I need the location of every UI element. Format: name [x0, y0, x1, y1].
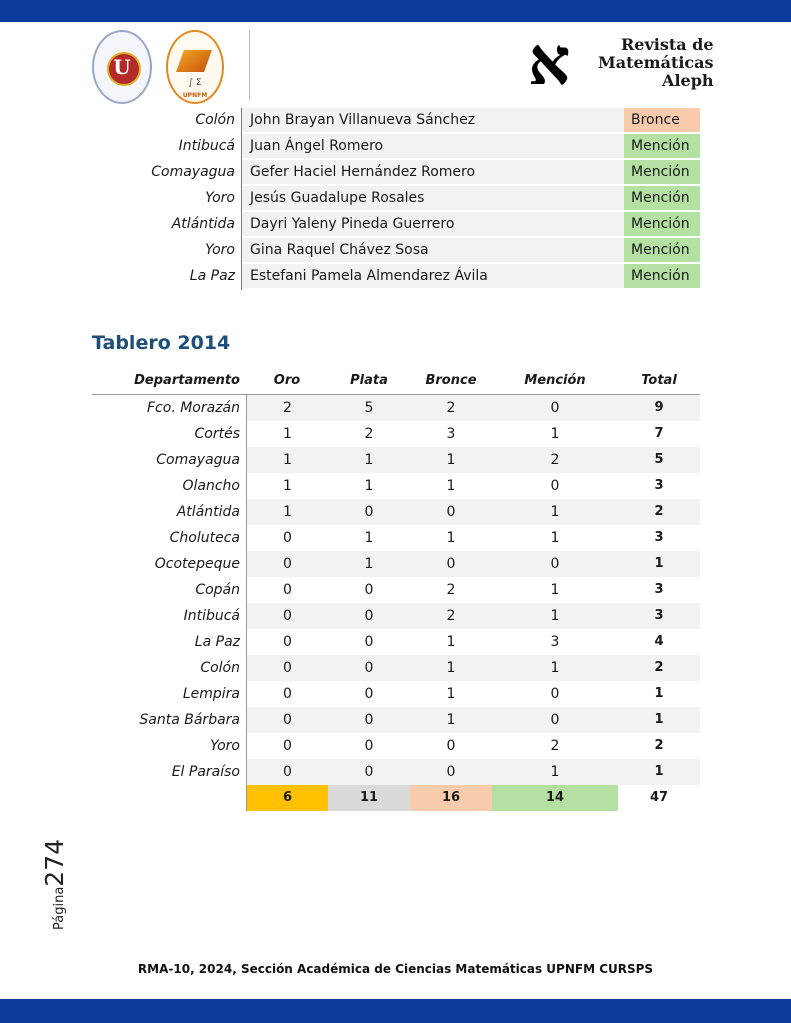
mencion-cell: 1	[492, 759, 618, 785]
medal-table	[92, 366, 700, 811]
mencion-cell: 0	[492, 707, 618, 733]
total-cell: 2	[654, 738, 664, 753]
plata-cell: 0	[328, 655, 410, 681]
awards-list	[92, 108, 700, 290]
plata-cell: 0	[364, 582, 374, 598]
award-badge: Mención	[624, 160, 700, 186]
department-cell: Comayagua	[156, 452, 240, 468]
department-cell: Intibucá	[183, 608, 240, 624]
plata-cell: 0	[328, 759, 410, 785]
award-badge: Mención	[624, 264, 700, 290]
plata-cell: 1	[328, 551, 410, 577]
oro-cell: 0	[246, 707, 328, 733]
department-name: Comayagua	[92, 160, 242, 186]
bronce-cell: 1	[446, 686, 456, 702]
plata-cell: 1	[364, 478, 374, 494]
plata-cell: 1	[364, 530, 374, 546]
award-badge: Mención	[624, 238, 700, 264]
department-name: La Paz	[92, 264, 242, 290]
plata-cell: 0	[364, 738, 374, 754]
total-cell: 7	[654, 426, 664, 441]
department-cell: Yoro	[210, 738, 240, 754]
department-name: Atlántida	[92, 212, 242, 238]
total-cell: 3	[654, 582, 664, 597]
bronce-cell: 1	[410, 447, 492, 473]
total-total-cell: 47	[618, 785, 700, 811]
plata-cell: 5	[328, 395, 410, 421]
department-name: Colón	[92, 108, 242, 134]
table-row	[92, 499, 700, 525]
bronce-cell: 2	[410, 603, 492, 629]
oro-cell: 0	[246, 681, 328, 707]
header-total: Total	[641, 372, 677, 388]
table-row	[92, 733, 700, 759]
department-cell: Olancho	[182, 478, 240, 494]
student-name: Juan Ángel Romero	[242, 134, 624, 160]
oro-cell: 0	[246, 759, 328, 785]
oro-cell: 0	[246, 551, 328, 577]
bronce-cell: 0	[410, 551, 492, 577]
department-cell: Choluteca	[169, 530, 240, 546]
student-name: Gina Raquel Chávez Sosa	[242, 238, 624, 264]
page-number: Página274	[40, 838, 69, 930]
mencion-cell: 1	[550, 530, 560, 546]
table-row	[92, 759, 700, 785]
mencion-cell: 2	[492, 447, 618, 473]
total-cell: 9	[618, 395, 700, 421]
plata-cell: 0	[328, 707, 410, 733]
table-row	[92, 655, 700, 681]
table-row	[92, 421, 700, 447]
aleph-logo: א	[528, 22, 571, 100]
oro-cell: 2	[246, 395, 328, 421]
total-cell: 3	[654, 530, 664, 545]
department-cell: Atlántida	[176, 504, 240, 520]
total-mencion-cell: 14	[492, 785, 618, 811]
total-bronce-cell: 16	[410, 785, 492, 811]
department-cell: Fco. Morazán	[147, 400, 240, 416]
header-plata: Plata	[350, 372, 388, 388]
bronce-cell: 3	[446, 426, 456, 442]
university-seal-logo: U	[92, 30, 152, 104]
oro-cell: 0	[246, 603, 328, 629]
department-cell: Lempira	[182, 686, 240, 702]
list-item	[92, 212, 700, 238]
mencion-cell: 1	[492, 603, 618, 629]
oro-cell: 0	[246, 655, 328, 681]
student-name: Dayri Yaleny Pineda Guerrero	[242, 212, 624, 238]
plata-cell: 0	[328, 603, 410, 629]
oro-cell: 0	[246, 733, 328, 759]
bronce-cell: 0	[410, 499, 492, 525]
header-divider	[249, 30, 250, 100]
table-row	[92, 447, 700, 473]
table-header-row	[92, 366, 700, 395]
upnfm-seal-logo: ∫ Σ UPNFM	[166, 30, 224, 104]
total-cell: 1	[654, 686, 664, 701]
totals-row	[92, 785, 700, 811]
table-row	[92, 603, 700, 629]
top-band	[0, 0, 791, 22]
department-name: Intibucá	[92, 134, 242, 160]
plata-cell: 0	[328, 499, 410, 525]
mencion-cell: 2	[550, 738, 560, 754]
total-oro-cell: 6	[246, 785, 328, 811]
table-row	[92, 707, 700, 733]
mencion-cell: 1	[492, 655, 618, 681]
bronce-cell: 2	[446, 582, 456, 598]
student-name: John Brayan Villanueva Sánchez	[242, 108, 624, 134]
bottom-band	[0, 999, 791, 1023]
bronce-cell: 0	[410, 759, 492, 785]
department-cell: Cortés	[194, 426, 240, 442]
list-item	[92, 108, 700, 134]
total-cell: 2	[618, 499, 700, 525]
student-name: Estefani Pamela Almendarez Ávila	[242, 264, 624, 290]
award-badge: Mención	[624, 186, 700, 212]
bronce-cell: 1	[410, 655, 492, 681]
department-cell: Colón	[200, 660, 240, 676]
department-cell: La Paz	[194, 634, 240, 650]
total-plata-cell: 11	[328, 785, 410, 811]
header-departamento: Departamento	[134, 372, 240, 388]
mencion-cell: 0	[492, 395, 618, 421]
mencion-cell: 3	[550, 634, 560, 650]
plata-cell: 1	[328, 447, 410, 473]
table-row	[92, 395, 700, 421]
bronce-cell: 2	[410, 395, 492, 421]
mencion-cell: 0	[492, 551, 618, 577]
total-cell: 4	[654, 634, 664, 649]
oro-cell: 1	[246, 473, 328, 499]
total-cell: 3	[618, 603, 700, 629]
oro-cell: 1	[246, 447, 328, 473]
bronce-cell: 1	[446, 478, 456, 494]
mencion-cell: 1	[550, 426, 560, 442]
header-bronce: Bronce	[425, 372, 477, 388]
student-name: Jesús Guadalupe Rosales	[242, 186, 624, 212]
list-item	[92, 160, 700, 186]
list-item	[92, 186, 700, 212]
total-cell: 3	[654, 478, 664, 493]
mencion-cell: 1	[550, 582, 560, 598]
section-title: Tablero 2014	[92, 332, 231, 354]
table-row	[92, 525, 700, 551]
table-row	[92, 681, 700, 707]
total-cell: 1	[618, 551, 700, 577]
mencion-cell: 0	[550, 478, 560, 494]
student-name: Gefer Haciel Hernández Romero	[242, 160, 624, 186]
department-cell: Copán	[195, 582, 240, 598]
bronce-cell: 1	[410, 707, 492, 733]
list-item	[92, 134, 700, 160]
table-row	[92, 629, 700, 655]
department-cell: El Paraíso	[171, 764, 240, 780]
header-mencion: Mención	[524, 372, 586, 388]
oro-cell: 0	[246, 629, 328, 655]
oro-cell: 1	[246, 421, 328, 447]
department-cell: Santa Bárbara	[139, 712, 240, 728]
mencion-cell: 0	[550, 686, 560, 702]
oro-cell: 0	[246, 525, 328, 551]
department-name: Yoro	[92, 238, 242, 264]
bronce-cell: 1	[446, 634, 456, 650]
mencion-cell: 1	[492, 499, 618, 525]
award-badge: Bronce	[624, 108, 700, 134]
oro-cell: 1	[246, 499, 328, 525]
plata-cell: 2	[364, 426, 374, 442]
list-item	[92, 264, 700, 290]
bronce-cell: 1	[446, 530, 456, 546]
award-badge: Mención	[624, 134, 700, 160]
table-row	[92, 473, 700, 499]
plata-cell: 0	[364, 634, 374, 650]
table-row	[92, 551, 700, 577]
oro-cell: 0	[246, 577, 328, 603]
award-badge: Mención	[624, 212, 700, 238]
bronce-cell: 0	[446, 738, 456, 754]
total-cell: 1	[618, 759, 700, 785]
plata-cell: 0	[364, 686, 374, 702]
department-name: Yoro	[92, 186, 242, 212]
total-cell: 1	[618, 707, 700, 733]
total-cell: 5	[618, 447, 700, 473]
list-item	[92, 238, 700, 264]
department-cell: Ocotepeque	[154, 556, 240, 572]
table-row	[92, 577, 700, 603]
journal-title: Revista de Matemáticas Aleph	[598, 35, 714, 90]
header-oro: Oro	[273, 372, 301, 388]
footer-text: RMA-10, 2024, Sección Académica de Ciencias Matemáticas UPNFM CURSPS	[137, 962, 654, 976]
total-cell: 2	[618, 655, 700, 681]
